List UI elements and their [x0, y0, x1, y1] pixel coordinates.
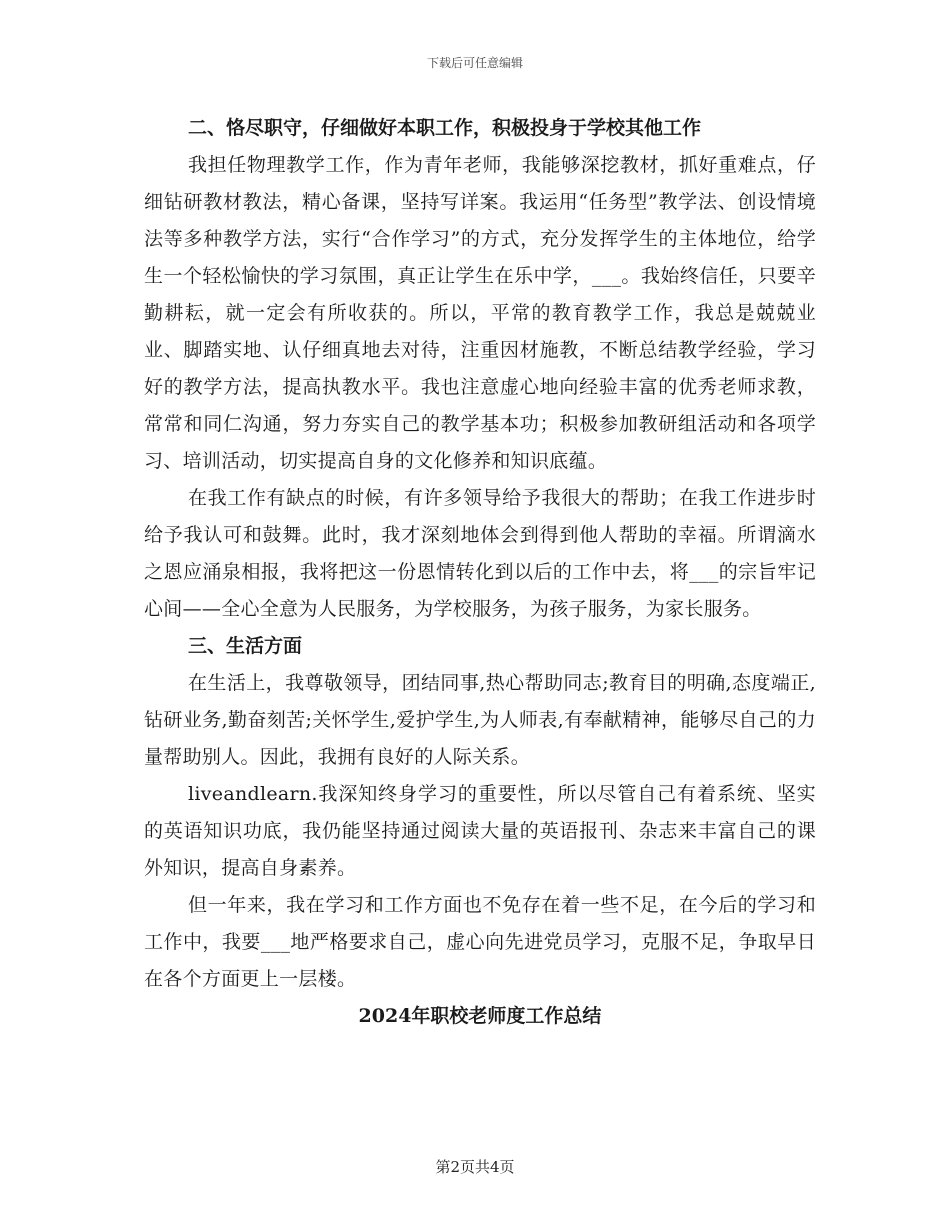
- section-3-heading: 三、生活方面: [188, 635, 303, 657]
- section-3-paragraph-3: 但一年来，我在学习和工作方面也不免存在着一些不足，在今后的学习和工作中，我要___地严格要求自己，虚心向先进党员学习，克服不足，争取早日在各个方面更上一层楼。: [144, 894, 816, 990]
- section-2-heading: 二、恪尽职守，仔细做好本职工作，积极投身于学校其他工作: [188, 117, 702, 139]
- section-2-paragraph-2: 在我工作有缺点的时候，有许多领导给予我很大的帮助；在我工作进步时给予我认可和鼓舞。此时，我才深刻地体会到得到他人帮助的幸福。所谓滴水之恩应涌泉相报，我将把这一份恩情转化到以后的工作中去，将___的宗旨牢记心间——全心全意为人民服务，为学校服务，为孩子服务，为家长服务。: [144, 487, 816, 620]
- next-document-title: 2024年职校老师度工作总结: [358, 1005, 602, 1027]
- section-3-paragraph-2: liveandlearn.我深知终身学习的重要性，所以尽管自己有着系统、坚实的英语知识功底，我仍能坚持通过阅读大量的英语报刊、杂志来丰富自己的课外知识，提高自身素养。: [144, 783, 816, 879]
- section-2-paragraph-1: 我担任物理教学工作，作为青年老师，我能够深挖教材，抓好重难点，仔细钻研教材教法，精心备课，坚持写详案。我运用“任务型”教学法、创设情境法等多种教学方法，实行“合作学习”的方式，充分发挥学生的主体地位，给学生一个轻松愉快的学习氛围，真正让学生在乐中学，___。我始终信任，只要辛勤耕耘，就一定会有所收获的。所以，平常的教育教学工作，我总是兢兢业业、脚踏实地、认仔细真地去对待，注重因材施教，不断总结教学经验，学习好的教学方法，提高执教水平。我也注意虚心地向经验丰富的优秀老师求教，常常和同仁沟通，努力夯实自己的教学基本功；积极参加教研组活动和各项学习、培训活动，切实提高自身的文化修养和知识底蕴。: [144, 154, 816, 472]
- section-3-paragraph-1: 在生活上，我尊敬领导，团结同事,热心帮助同志;教育目的明确,态度端正,钻研业务,勤奋刻苦;关怀学生,爱护学生,为人师表,有奉献精神，能够尽自己的力量帮助别人。因此，我拥有良好的人际关系。: [144, 672, 816, 768]
- page-footer: 第2页共4页: [435, 1158, 515, 1176]
- header-note: 下载后可任意编辑: [426, 56, 523, 70]
- document-body: [144, 110, 816, 1035]
